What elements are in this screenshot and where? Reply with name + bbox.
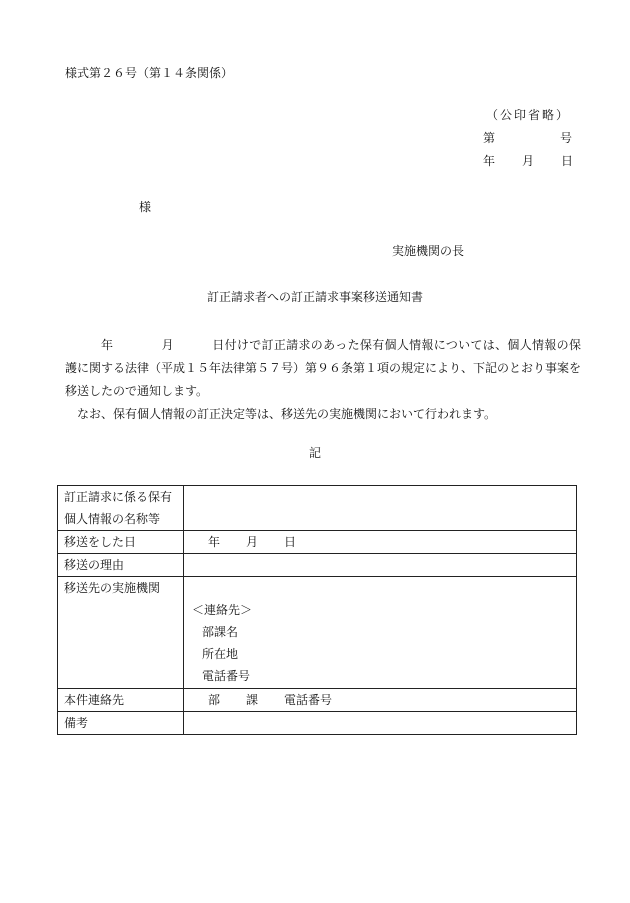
value-transfer-date — [184, 531, 577, 554]
row-label-line: 訂正請求に係る保有 — [64, 490, 173, 504]
table-row — [58, 554, 577, 577]
case-contact-section: 課 — [246, 693, 259, 707]
public-seal-omitted-note: （公印省略） — [486, 108, 571, 122]
issue-date-year: 年 — [483, 154, 496, 168]
row-label-remarks: 備考 — [58, 712, 184, 735]
addressee-honorific: 様 — [139, 200, 152, 214]
body-paragraph-1 — [65, 334, 581, 403]
issue-date-day: 日 — [561, 154, 574, 168]
document-title: 訂正請求者への訂正請求事案移送通知書 — [206, 290, 423, 304]
issue-date-month: 月 — [522, 154, 535, 168]
row-label-case-contact: 本件連絡先 — [58, 689, 184, 712]
body-paragraph-1-text: 日付けで訂正請求のあった保有個人情報については、個人情報の保護に関する法律（平成１５年法律第５７号）第９６条第１項の規定により、下記のとおり事案を移送したので通知します。 — [65, 338, 582, 398]
body-request-month: 月 — [161, 338, 174, 352]
body-paragraph-2: なお、保有個人情報の訂正決定等は、移送先の実施機関において行われます。 — [77, 407, 497, 421]
document-number-suffix: 号 — [560, 131, 573, 145]
table-row — [58, 689, 577, 712]
table-row — [58, 486, 577, 531]
document-number-prefix: 第 — [483, 131, 496, 145]
row-label-personal-info-name — [58, 486, 184, 531]
ki-heading: 記 — [308, 446, 321, 460]
transfer-date-year: 年 — [208, 535, 221, 549]
contact-heading: ＜連絡先＞ — [192, 603, 253, 617]
row-label-line: 個人情報の名称等 — [64, 512, 161, 526]
contact-phone: 電話番号 — [202, 669, 251, 683]
contact-department: 部課名 — [202, 625, 239, 639]
row-label-transfer-date: 移送をした日 — [58, 531, 184, 554]
value-remarks — [184, 712, 577, 735]
form-number: 様式第２６号（第１４条関係） — [65, 66, 234, 80]
value-destination-agency — [184, 577, 577, 689]
contact-address: 所在地 — [202, 647, 239, 661]
row-label-destination-agency: 移送先の実施機関 — [58, 577, 184, 689]
value-transfer-reason — [184, 554, 577, 577]
transfer-details-table — [57, 485, 577, 735]
table-row — [58, 712, 577, 735]
row-label-transfer-reason: 移送の理由 — [58, 554, 184, 577]
body-request-year: 年 — [101, 338, 114, 352]
case-contact-phone: 電話番号 — [284, 693, 333, 707]
case-contact-department: 部 — [208, 693, 221, 707]
value-case-contact — [184, 689, 577, 712]
transfer-date-day: 日 — [284, 535, 297, 549]
value-personal-info-name — [184, 486, 577, 531]
sender-label: 実施機関の長 — [392, 244, 465, 258]
body-text — [65, 334, 581, 426]
table-row — [58, 531, 577, 554]
transfer-date-month: 月 — [246, 535, 259, 549]
table-row — [58, 577, 577, 689]
